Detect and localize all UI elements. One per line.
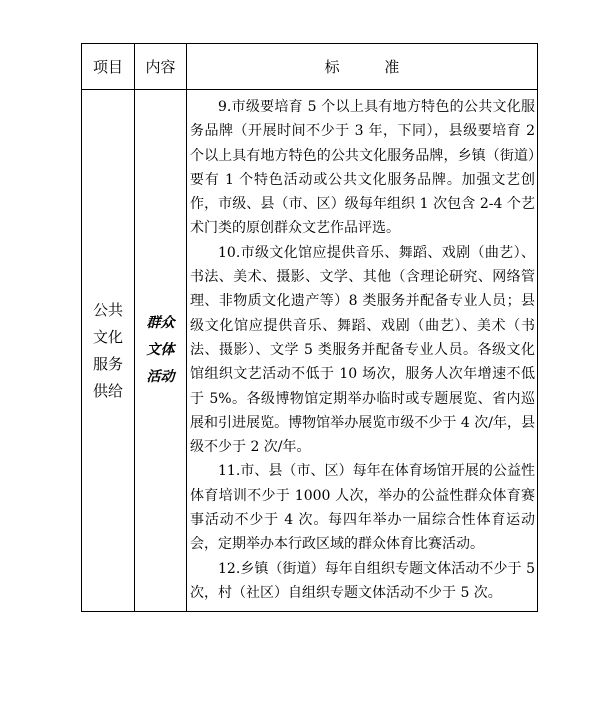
item-line: 文化 [92,327,123,346]
standards-table [81,43,538,612]
standard-paragraph-10: 10.市级文化馆应提供音乐、舞蹈、戏剧（曲艺）、书法、美术、摄影、文学、其他（含理论研究、网络管理、非物质文化遗产等）8 类服务并配备专业人员；县级文化馆应提供音乐、舞蹈、戏剧（曲艺）、美术（书法、摄影）、文学 5 类服务并配备专业人员。各级文化馆组织文艺活动不低于 10 场次，服务人次年增速不低于 5%。各级博物馆定期举办临时或专题展览、省内巡展和引进展览。博物馆举办展览市级不少于 4 次/年，县级不少于 2 次/年。 [190,244,535,456]
item-line: 供给 [92,381,123,400]
header-standard: 标 准 [187,44,538,90]
header-content: 内容 [135,44,187,90]
content-line: 文体 [146,342,175,359]
content-line: 群众 [146,315,175,332]
table-header-row [82,44,538,90]
standard-paragraph-9: 9.市级要培育 5 个以上具有地方特色的公共文化服务品牌（开展时间不少于 3 年，下同），县级要培育 2 个以上具有地方特色的公共文化服务品牌，乡镇（街道）要有 1 个特色活动或公共文化服务品牌。加强文艺创作，市级、县（市、区）级每年组织 1 次包含 2-4 个艺术门类的原创群众文艺作品评选。 [190,99,535,237]
item-cell [82,90,135,612]
standard-paragraph-12: 12.乡镇（街道）每年自组织专题文体活动不少于 5 次，村（社区）自组织专题文体活动不少于 5 次。 [190,560,535,601]
content-line: 活动 [146,369,175,386]
header-item: 项目 [82,44,135,90]
item-line: 服务 [92,354,123,373]
standard-paragraph-11: 11.市、县（市、区）每年在体育场馆开展的公益性体育培训不少于 1000 人次，举办的公益性群众体育赛事活动不少于 4 次。每四年举办一届综合性体育运动会，定期举办本行政区域的群众体育比赛活动。 [190,463,535,553]
standard-cell [187,90,538,612]
item-line: 公共 [92,300,123,319]
table-row [82,90,538,612]
content-cell [135,90,187,612]
